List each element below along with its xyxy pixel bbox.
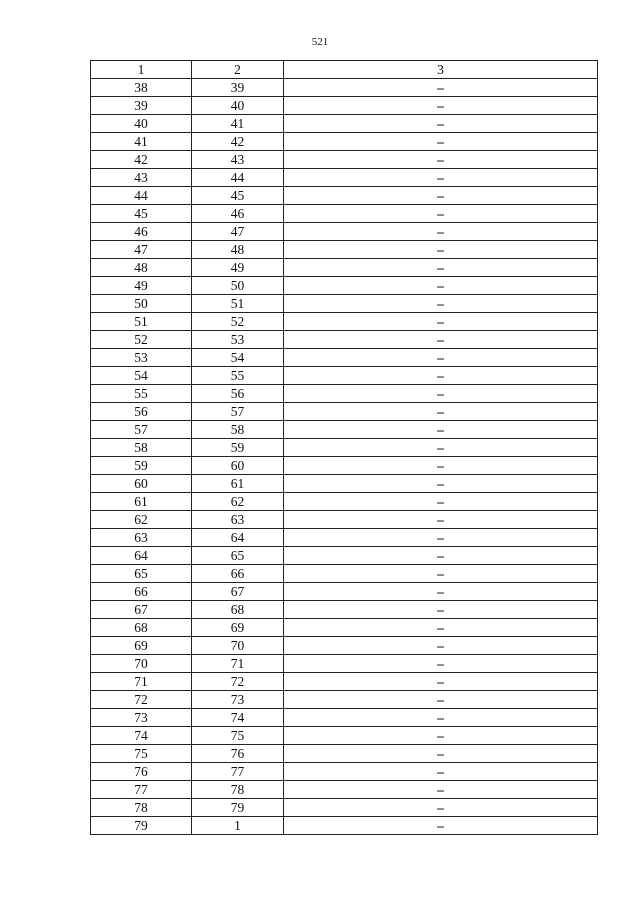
table-cell-col-1: 49 <box>91 277 192 295</box>
table-row <box>91 385 598 403</box>
table-cell-col-1: 73 <box>91 709 192 727</box>
table-cell-col-3: – <box>284 817 598 835</box>
table-cell-col-2: 50 <box>192 277 284 295</box>
table-row <box>91 709 598 727</box>
table-row <box>91 529 598 547</box>
table-cell-col-2: 79 <box>192 799 284 817</box>
table-cell-col-3: – <box>284 205 598 223</box>
table-cell-col-1: 59 <box>91 457 192 475</box>
table-cell-col-2: 69 <box>192 619 284 637</box>
table-cell-col-3: – <box>284 169 598 187</box>
table-cell-col-3: – <box>284 349 598 367</box>
table-row <box>91 799 598 817</box>
table-cell-col-1: 40 <box>91 115 192 133</box>
table-cell-col-3: – <box>284 187 598 205</box>
table-cell-col-3: – <box>284 637 598 655</box>
table-cell-col-2: 68 <box>192 601 284 619</box>
column-header-2: 2 <box>192 61 284 79</box>
table-cell-col-1: 68 <box>91 619 192 637</box>
table-row <box>91 691 598 709</box>
table-cell-col-1: 70 <box>91 655 192 673</box>
table-cell-col-1: 42 <box>91 151 192 169</box>
table-cell-col-1: 69 <box>91 637 192 655</box>
table-row <box>91 637 598 655</box>
table-row <box>91 745 598 763</box>
table-cell-col-2: 44 <box>192 169 284 187</box>
table-cell-col-1: 78 <box>91 799 192 817</box>
table-cell-col-3: – <box>284 457 598 475</box>
table-cell-col-2: 59 <box>192 439 284 457</box>
table-cell-col-2: 76 <box>192 745 284 763</box>
table-cell-col-3: – <box>284 475 598 493</box>
table-row <box>91 565 598 583</box>
table-row <box>91 205 598 223</box>
table-cell-col-3: – <box>284 241 598 259</box>
table-cell-col-3: – <box>284 97 598 115</box>
data-table <box>90 60 598 835</box>
table-row <box>91 439 598 457</box>
table-row <box>91 619 598 637</box>
table-cell-col-1: 46 <box>91 223 192 241</box>
table-row <box>91 367 598 385</box>
table-cell-col-3: – <box>284 115 598 133</box>
page-number: 521 <box>311 36 329 48</box>
table-cell-col-1: 57 <box>91 421 192 439</box>
table-cell-col-1: 51 <box>91 313 192 331</box>
table-cell-col-2: 74 <box>192 709 284 727</box>
table-row <box>91 151 598 169</box>
table-row <box>91 259 598 277</box>
table-cell-col-2: 52 <box>192 313 284 331</box>
table-cell-col-2: 70 <box>192 637 284 655</box>
table-cell-col-3: – <box>284 367 598 385</box>
table-row <box>91 313 598 331</box>
table-cell-col-1: 38 <box>91 79 192 97</box>
table-cell-col-2: 75 <box>192 727 284 745</box>
table-cell-col-2: 77 <box>192 763 284 781</box>
table-cell-col-2: 45 <box>192 187 284 205</box>
table-cell-col-2: 46 <box>192 205 284 223</box>
table-cell-col-1: 76 <box>91 763 192 781</box>
table-cell-col-1: 44 <box>91 187 192 205</box>
table-cell-col-1: 50 <box>91 295 192 313</box>
table-row <box>91 763 598 781</box>
table-cell-col-2: 55 <box>192 367 284 385</box>
table-cell-col-1: 74 <box>91 727 192 745</box>
table-cell-col-3: – <box>284 547 598 565</box>
table-cell-col-3: – <box>284 709 598 727</box>
table-row <box>91 223 598 241</box>
table-cell-col-2: 58 <box>192 421 284 439</box>
table-cell-col-2: 73 <box>192 691 284 709</box>
table-cell-col-2: 72 <box>192 673 284 691</box>
table-cell-col-3: – <box>284 619 598 637</box>
table-cell-col-3: – <box>284 133 598 151</box>
table-row <box>91 115 598 133</box>
table-cell-col-2: 53 <box>192 331 284 349</box>
table-cell-col-2: 1 <box>192 817 284 835</box>
table-cell-col-2: 65 <box>192 547 284 565</box>
table-row <box>91 349 598 367</box>
table-row <box>91 133 598 151</box>
table-body <box>91 79 598 835</box>
table-cell-col-1: 79 <box>91 817 192 835</box>
table-cell-col-1: 71 <box>91 673 192 691</box>
table-cell-col-2: 47 <box>192 223 284 241</box>
table-cell-col-3: – <box>284 601 598 619</box>
column-header-1: 1 <box>91 61 192 79</box>
table-row <box>91 457 598 475</box>
table-cell-col-1: 61 <box>91 493 192 511</box>
table-cell-col-3: – <box>284 763 598 781</box>
table-cell-col-2: 63 <box>192 511 284 529</box>
table-row <box>91 547 598 565</box>
table-cell-col-1: 58 <box>91 439 192 457</box>
table-row <box>91 331 598 349</box>
table-cell-col-1: 41 <box>91 133 192 151</box>
table-cell-col-1: 72 <box>91 691 192 709</box>
table-cell-col-3: – <box>284 295 598 313</box>
table-cell-col-2: 40 <box>192 97 284 115</box>
table-cell-col-2: 39 <box>192 79 284 97</box>
table-cell-col-3: – <box>284 151 598 169</box>
table-cell-col-3: – <box>284 655 598 673</box>
table-cell-col-3: – <box>284 565 598 583</box>
table-cell-col-2: 61 <box>192 475 284 493</box>
table-row <box>91 79 598 97</box>
table-cell-col-3: – <box>284 403 598 421</box>
table-cell-col-2: 42 <box>192 133 284 151</box>
table-cell-col-1: 56 <box>91 403 192 421</box>
table-cell-col-2: 67 <box>192 583 284 601</box>
table-row <box>91 403 598 421</box>
table-cell-col-2: 64 <box>192 529 284 547</box>
table-cell-col-3: – <box>284 439 598 457</box>
table-row <box>91 655 598 673</box>
table-cell-col-3: – <box>284 529 598 547</box>
table-row <box>91 817 598 835</box>
table-cell-col-2: 57 <box>192 403 284 421</box>
table-row <box>91 277 598 295</box>
table-cell-col-2: 60 <box>192 457 284 475</box>
table-cell-col-2: 62 <box>192 493 284 511</box>
table-cell-col-2: 51 <box>192 295 284 313</box>
table-cell-col-3: – <box>284 781 598 799</box>
table-cell-col-1: 67 <box>91 601 192 619</box>
table-cell-col-3: – <box>284 313 598 331</box>
table-row <box>91 241 598 259</box>
table-row <box>91 781 598 799</box>
table-cell-col-3: – <box>284 493 598 511</box>
table-cell-col-1: 52 <box>91 331 192 349</box>
table-cell-col-3: – <box>284 331 598 349</box>
table-cell-col-2: 43 <box>192 151 284 169</box>
table-row <box>91 97 598 115</box>
table-row <box>91 601 598 619</box>
table-cell-col-2: 41 <box>192 115 284 133</box>
table-row <box>91 169 598 187</box>
table-cell-col-3: – <box>284 511 598 529</box>
table-cell-col-2: 56 <box>192 385 284 403</box>
table-cell-col-3: – <box>284 259 598 277</box>
table-cell-col-1: 54 <box>91 367 192 385</box>
table-cell-col-1: 43 <box>91 169 192 187</box>
table-cell-col-3: – <box>284 79 598 97</box>
table-cell-col-2: 49 <box>192 259 284 277</box>
table-cell-col-2: 54 <box>192 349 284 367</box>
table-row <box>91 187 598 205</box>
column-header-3: 3 <box>284 61 598 79</box>
header-row <box>91 61 598 79</box>
table-cell-col-1: 45 <box>91 205 192 223</box>
table-cell-col-2: 78 <box>192 781 284 799</box>
table-cell-col-1: 77 <box>91 781 192 799</box>
table-cell-col-3: – <box>284 727 598 745</box>
table-cell-col-1: 39 <box>91 97 192 115</box>
table-cell-col-3: – <box>284 421 598 439</box>
table-cell-col-1: 65 <box>91 565 192 583</box>
table-cell-col-1: 63 <box>91 529 192 547</box>
table-cell-col-3: – <box>284 691 598 709</box>
table-cell-col-3: – <box>284 223 598 241</box>
table-cell-col-3: – <box>284 799 598 817</box>
table-cell-col-1: 66 <box>91 583 192 601</box>
table-row <box>91 673 598 691</box>
table-cell-col-1: 55 <box>91 385 192 403</box>
table-row <box>91 475 598 493</box>
table-cell-col-1: 75 <box>91 745 192 763</box>
table-row <box>91 583 598 601</box>
table-cell-col-1: 47 <box>91 241 192 259</box>
table-row <box>91 295 598 313</box>
table-cell-col-3: – <box>284 583 598 601</box>
table-cell-col-1: 48 <box>91 259 192 277</box>
table-cell-col-3: – <box>284 745 598 763</box>
table-cell-col-1: 60 <box>91 475 192 493</box>
table-cell-col-2: 66 <box>192 565 284 583</box>
table-cell-col-2: 48 <box>192 241 284 259</box>
table-cell-col-1: 53 <box>91 349 192 367</box>
table-cell-col-1: 64 <box>91 547 192 565</box>
table-cell-col-3: – <box>284 673 598 691</box>
table-row <box>91 493 598 511</box>
table-cell-col-2: 71 <box>192 655 284 673</box>
table-row <box>91 727 598 745</box>
table-cell-col-3: – <box>284 385 598 403</box>
table-row <box>91 511 598 529</box>
table-row <box>91 421 598 439</box>
table-cell-col-1: 62 <box>91 511 192 529</box>
table-cell-col-3: – <box>284 277 598 295</box>
